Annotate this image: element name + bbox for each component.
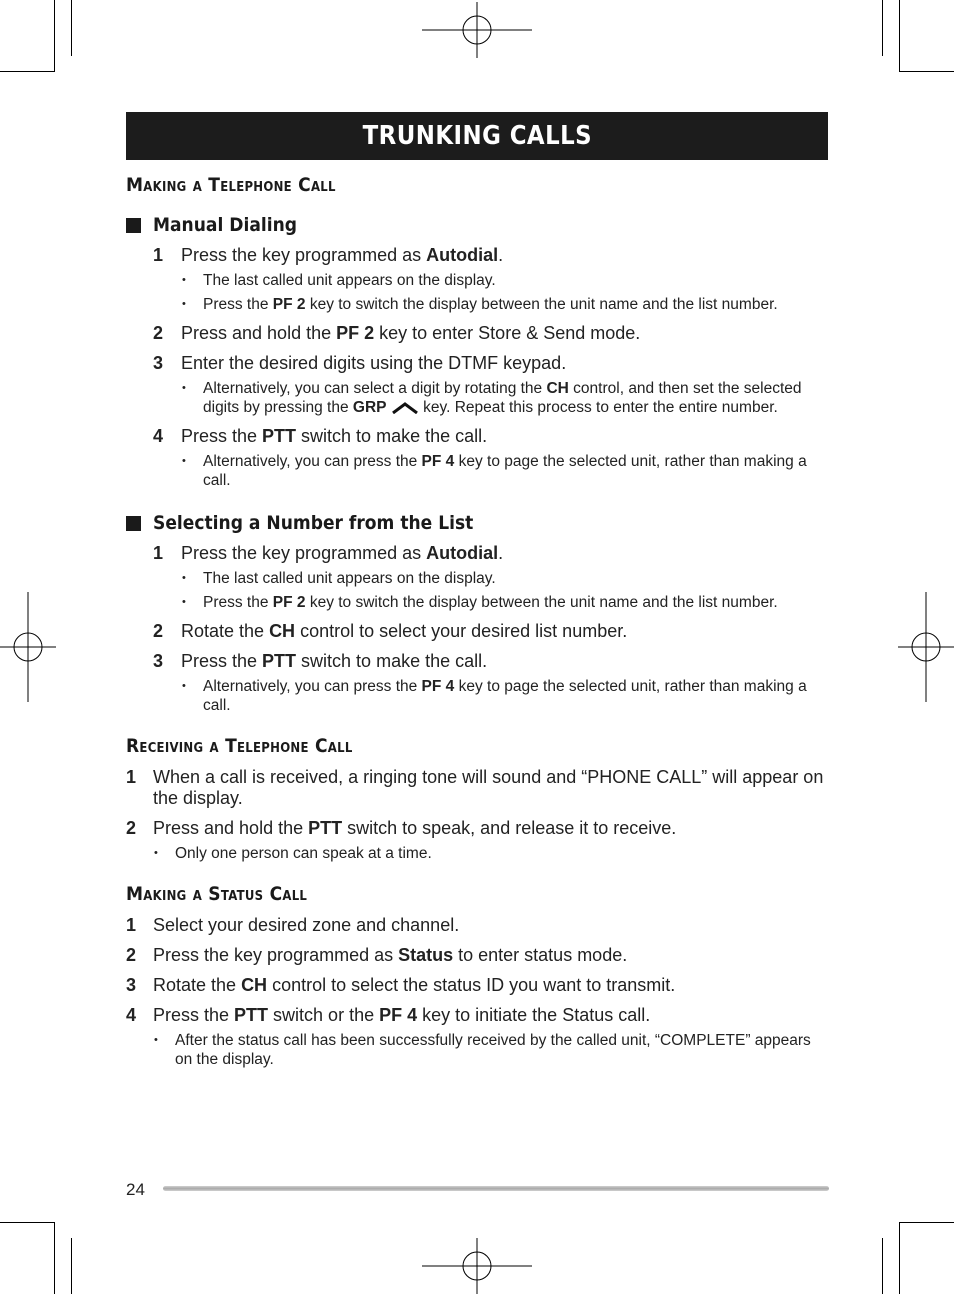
step-item: 3 Press the PTT switch to make the call. (153, 651, 488, 671)
crop-mark (71, 0, 72, 56)
receiving-steps (126, 767, 828, 863)
bullet-item: • Alternatively, you can press the PF 4 key to page the selected unit, rather than making a call. (126, 452, 828, 490)
bullet-list (126, 271, 828, 314)
registration-mark-left (0, 592, 56, 702)
crop-mark (54, 1222, 55, 1294)
page-title-bar (126, 112, 828, 160)
bullet-list (126, 452, 828, 490)
step-item: 2 Press and hold the PTT switch to speak, and release it to receive. (126, 818, 677, 838)
crop-mark (0, 71, 55, 72)
bullet-list (126, 379, 828, 417)
selecting-steps (126, 543, 828, 715)
section-heading-making-telephone-call: Making a Telephone Call (126, 174, 336, 196)
bullet-list (126, 569, 828, 612)
registration-mark-bottom (422, 1238, 532, 1294)
step-item: 1 Press the key programmed as Autodial. (153, 245, 504, 265)
page-number: 24 (126, 1180, 145, 1199)
step-item: 1 Press the key programmed as Autodial. (153, 543, 504, 563)
bullet-item: • Press the PF 2 key to switch the display between the unit name and the list number. (126, 593, 828, 612)
bullet-item: • After the status call has been successfully received by the called unit, “COMPLETE” appears on the display. (126, 1031, 828, 1069)
step-item: 1 When a call is received, a ringing tone will sound and “PHONE CALL” will appear on the display. (126, 767, 824, 808)
manual-dialing-steps (126, 245, 828, 490)
crop-mark (882, 0, 883, 56)
step-item: 2 Press the key programmed as Status to enter status mode. (126, 945, 628, 965)
page-content (126, 168, 828, 1071)
page-title: TRUNKING CALLS (362, 121, 592, 151)
step-item: 1 Select your desired zone and channel. (126, 915, 460, 935)
chevron-up-icon (391, 402, 419, 414)
crop-mark (54, 0, 55, 72)
crop-mark (899, 71, 954, 72)
step-item: 3 Rotate the CH control to select the status ID you want to transmit. (126, 975, 676, 995)
step-item: 3 Enter the desired digits using the DTMF keypad. (153, 353, 567, 373)
bullet-item: • Press the PF 2 key to switch the display between the unit name and the list number. (126, 295, 828, 314)
square-bullet-icon (126, 218, 141, 233)
bullet-list (126, 1031, 828, 1069)
crop-mark (899, 0, 900, 72)
bullet-list (126, 677, 828, 715)
subheading-selecting-number: Selecting a Number from the List (126, 512, 828, 534)
crop-mark (899, 1222, 954, 1223)
registration-mark-right (898, 592, 954, 702)
square-bullet-icon (126, 516, 141, 531)
crop-mark (899, 1222, 900, 1294)
subheading-manual-dialing: Manual Dialing (126, 214, 828, 236)
step-item: 4 Press the PTT switch to make the call. (153, 426, 488, 446)
bullet-item: • Alternatively, you can select a digit by rotating the CH control, and then set the selected digits by pressing the GRP key. Repeat this process to enter the entire number. (126, 379, 828, 417)
footer-rule (163, 1186, 829, 1191)
bullet-item: • The last called unit appears on the display. (126, 271, 828, 290)
section-heading-receiving-telephone-call: Receiving a Telephone Call (126, 735, 353, 757)
crop-mark (882, 1238, 883, 1294)
step-item: 2 Rotate the CH control to select your desired list number. (153, 621, 628, 641)
step-item: 2 Press and hold the PF 2 key to enter Store & Send mode. (153, 323, 641, 343)
bullet-list (126, 844, 828, 863)
status-steps (126, 915, 828, 1069)
section-heading-making-status-call: Making a Status Call (126, 883, 308, 905)
bullet-item: • Only one person can speak at a time. (126, 844, 828, 863)
step-item: 4 Press the PTT switch or the PF 4 key to initiate the Status call. (126, 1005, 651, 1025)
crop-mark (0, 1222, 55, 1223)
crop-mark (71, 1238, 72, 1294)
bullet-item: • Alternatively, you can press the PF 4 key to page the selected unit, rather than making a call. (126, 677, 828, 715)
registration-mark-top (422, 2, 532, 58)
bullet-item: • The last called unit appears on the display. (126, 569, 828, 588)
